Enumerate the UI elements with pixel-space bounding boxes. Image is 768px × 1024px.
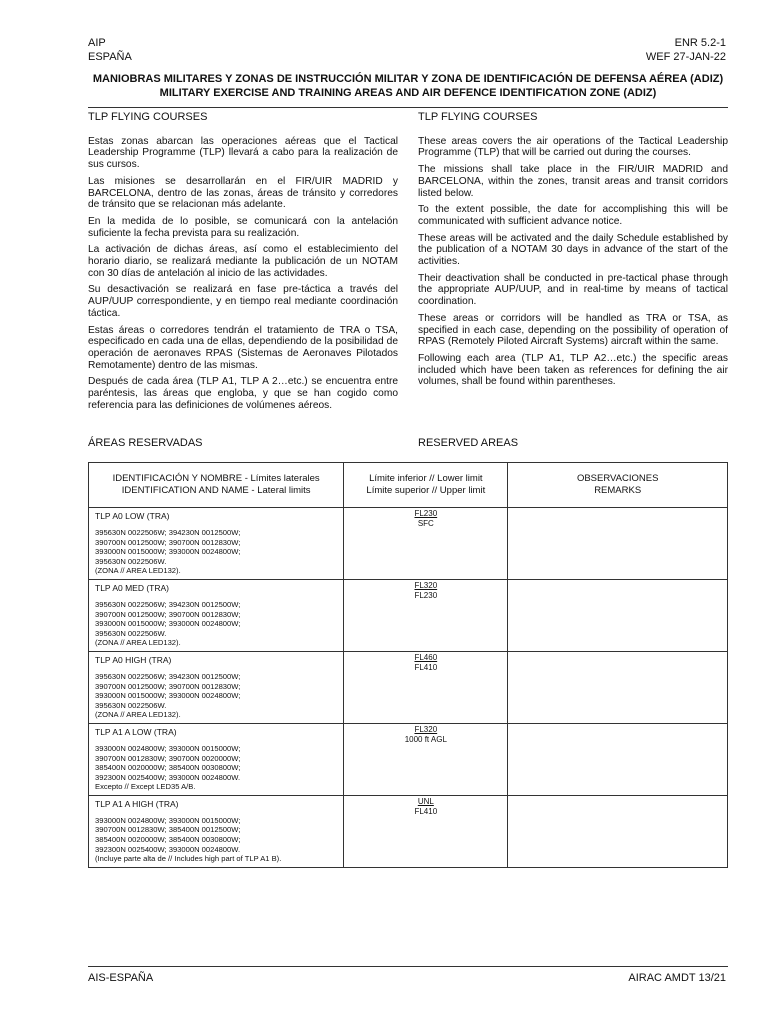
paragraph-en: Their deactivation shall be conducted in pre-tactical phase through the appropriate AUP/UUP, and in real-time by means of tactical coordination. <box>418 272 728 308</box>
area-identification-cell <box>89 651 344 723</box>
remarks-cell <box>508 579 728 651</box>
area-coordinates: 393000N 0024800W; 393000N 0015000W; 390700N 0012830W; 385400N 0012500W; 385400N 0020000W; 385400N 0030800W; 392300N 0025400W; 393000N 0024800W. (Incluye parte alta de // Includes high part of TLP A1 B). <box>95 815 282 864</box>
table-row <box>89 651 728 723</box>
upper-limit: FL320 <box>414 580 438 590</box>
footer-publisher: AIS-ESPAÑA <box>88 972 154 984</box>
table-row <box>89 795 728 867</box>
areas-heading-es: ÁREAS RESERVADAS <box>88 437 203 449</box>
area-limits-cell <box>344 723 508 795</box>
header-right <box>646 36 726 64</box>
area-limits-cell <box>344 651 508 723</box>
area-identification-cell <box>89 723 344 795</box>
page-title <box>88 72 728 100</box>
paragraph-es: Estas zonas abarcan las operaciones aéreas que el Tactical Leadership Programme (TLP) llevará a cabo para la realización de sus cursos. <box>88 135 398 171</box>
spanish-column <box>88 112 398 416</box>
area-coordinates: 395630N 0022506W; 394230N 0012500W; 390700N 0012500W; 390700N 0012830W; 393000N 0015000W; 393000N 0024800W; 395630N 0022506W. (ZONA // AREA LED132). <box>95 599 241 648</box>
upper-limit: FL320 <box>414 724 438 734</box>
footer-divider <box>88 966 728 967</box>
page-reference: ENR 5.2-1 <box>674 37 726 49</box>
column-header-remarks: OBSERVACIONES REMARKS <box>508 463 728 508</box>
effective-date: WEF 27-JAN-22 <box>645 51 726 63</box>
footer-amendment: AIRAC AMDT 13/21 <box>628 972 726 984</box>
area-identification-cell <box>89 579 344 651</box>
column-header-identification: IDENTIFICACIÓN Y NOMBRE - Límites laterales IDENTIFICATION AND NAME - Lateral limits <box>89 463 344 508</box>
upper-limit: FL460 <box>414 652 438 662</box>
area-coordinates: 395630N 0022506W; 394230N 0012500W; 390700N 0012500W; 390700N 0012830W; 393000N 0015000W; 393000N 0024800W; 395630N 0022506W. (ZONA // AREA LED132). <box>95 671 241 720</box>
country-label: ESPAÑA <box>88 51 132 63</box>
area-name: TLP A1 A HIGH (TRA) <box>95 798 179 809</box>
area-limits-cell <box>344 508 508 580</box>
section-heading-en: TLP FLYING COURSES <box>418 111 538 123</box>
reserved-areas-table <box>88 462 728 868</box>
column-header-limits: Límite inferior // Lower limit Límite superior // Upper limit <box>344 463 508 508</box>
header-left <box>88 36 132 64</box>
lower-limit: FL410 <box>414 662 438 672</box>
lower-limit: FL410 <box>414 806 438 816</box>
area-name: TLP A0 MED (TRA) <box>95 582 169 593</box>
aip-label: AIP <box>88 37 106 49</box>
table-row <box>89 579 728 651</box>
paragraph-es: Estas áreas o corredores tendrán el tratamiento de TRA o TSA, especificado en cada una de ellas, dependiendo de la posibilidad de operación de aeronaves RPAS (Sistemas de Aeronaves Pilotados Remotamente) dentro de las mismas. <box>88 324 398 371</box>
paragraph-en: These areas covers the air operations of the Tactical Leadership Programme (TLP) that will be carried out during the courses. <box>418 135 728 159</box>
upper-limit: UNL <box>417 796 434 806</box>
table-row <box>89 508 728 580</box>
paragraph-en: These areas or corridors will be handled as TRA or TSA, as specified in each case, depending on the possibility of operation of RPAS (Remotely Piloted Aircraft Systems) aircraft within the same. <box>418 312 728 348</box>
paragraph-es: Después de cada área (TLP A1, TLP A 2…etc.) se encuentra entre paréntesis, las áreas que engloba, y que se han cogido como referencia para las definiciones de volúmenes aéreos. <box>88 376 398 411</box>
english-column <box>418 112 728 393</box>
lower-limit: FL230 <box>414 590 438 600</box>
table-header-row <box>89 463 728 508</box>
paragraph-es: Las misiones se desarrollarán en el FIR/UIR MADRID y BARCELONA, dentro de las zonas, áreas de tránsito y corredores de tránsito que se relacionan más adelante. <box>88 175 398 211</box>
paragraph-en: The missions shall take place in the FIR/UIR MADRID and BARCELONA, within the zones, transit areas and transit corridors listed below. <box>418 164 728 199</box>
area-name: TLP A0 HIGH (TRA) <box>95 654 172 665</box>
upper-limit: FL230 <box>414 509 438 518</box>
remarks-cell <box>508 723 728 795</box>
remarks-cell <box>508 508 728 580</box>
paragraph-en: These areas will be activated and the daily Schedule established by the publication of a NOTAM 30 days in advance of the start of the activities. <box>418 232 728 268</box>
area-identification-cell <box>89 508 344 580</box>
area-identification-cell <box>89 795 344 867</box>
section-heading-es: TLP FLYING COURSES <box>88 111 208 123</box>
paragraph-en: Following each area (TLP A1, TLP A2…etc.) the specific areas included which have been taken as references for defining the air volumes, shall be found within parentheses. <box>418 352 728 388</box>
table-row <box>89 723 728 795</box>
area-coordinates: 395630N 0022506W; 394230N 0012500W; 390700N 0012500W; 390700N 0012830W; 393000N 0015000W; 393000N 0024800W; 395630N 0022506W. (ZONA // AREA LED132). <box>95 528 241 576</box>
area-name: TLP A1 A LOW (TRA) <box>95 726 177 737</box>
areas-heading-en: RESERVED AREAS <box>418 437 519 449</box>
area-coordinates: 393000N 0024800W; 393000N 0015000W; 390700N 0012830W; 390700N 0020000W; 385400N 0020000W; 385400N 0030800W; 392300N 0025400W; 393000N 0024800W. Excepto // Except LED35 A/B. <box>95 743 241 792</box>
area-name: TLP A0 LOW (TRA) <box>95 511 170 521</box>
paragraph-es: Su desactivación se realizará en fase pre-táctica a través del AUP/UUP correspondiente, y en tiempo real mediante coordinación táctica. <box>88 284 398 319</box>
paragraph-en: To the extent possible, the date for accomplishing this will be communicated with sufficient advance notice. <box>418 204 728 227</box>
remarks-cell <box>508 651 728 723</box>
title-en: MILITARY EXERCISE AND TRAINING AREAS AND AIR DEFENCE IDENTIFICATION ZONE (ADIZ) <box>159 87 657 99</box>
lower-limit: 1000 ft AGL <box>404 734 447 744</box>
lower-limit: SFC <box>417 519 434 528</box>
paragraph-es: La activación de dichas áreas, así como el establecimiento del horario diario, se realizará mediante la publicación de un NOTAM con 30 días de antelación al inicio de las actividades. <box>88 244 398 279</box>
title-es: MANIOBRAS MILITARES Y ZONAS DE INSTRUCCIÓN MILITAR Y ZONA DE IDENTIFICACIÓN DE DEFENSA AÉREA (ADIZ) <box>92 73 724 85</box>
remarks-cell <box>508 795 728 867</box>
area-limits-cell <box>344 795 508 867</box>
paragraph-es: En la medida de lo posible, se comunicará con la antelación suficiente la fecha prevista para su realización. <box>88 215 398 239</box>
title-divider <box>88 107 728 108</box>
area-limits-cell <box>344 579 508 651</box>
